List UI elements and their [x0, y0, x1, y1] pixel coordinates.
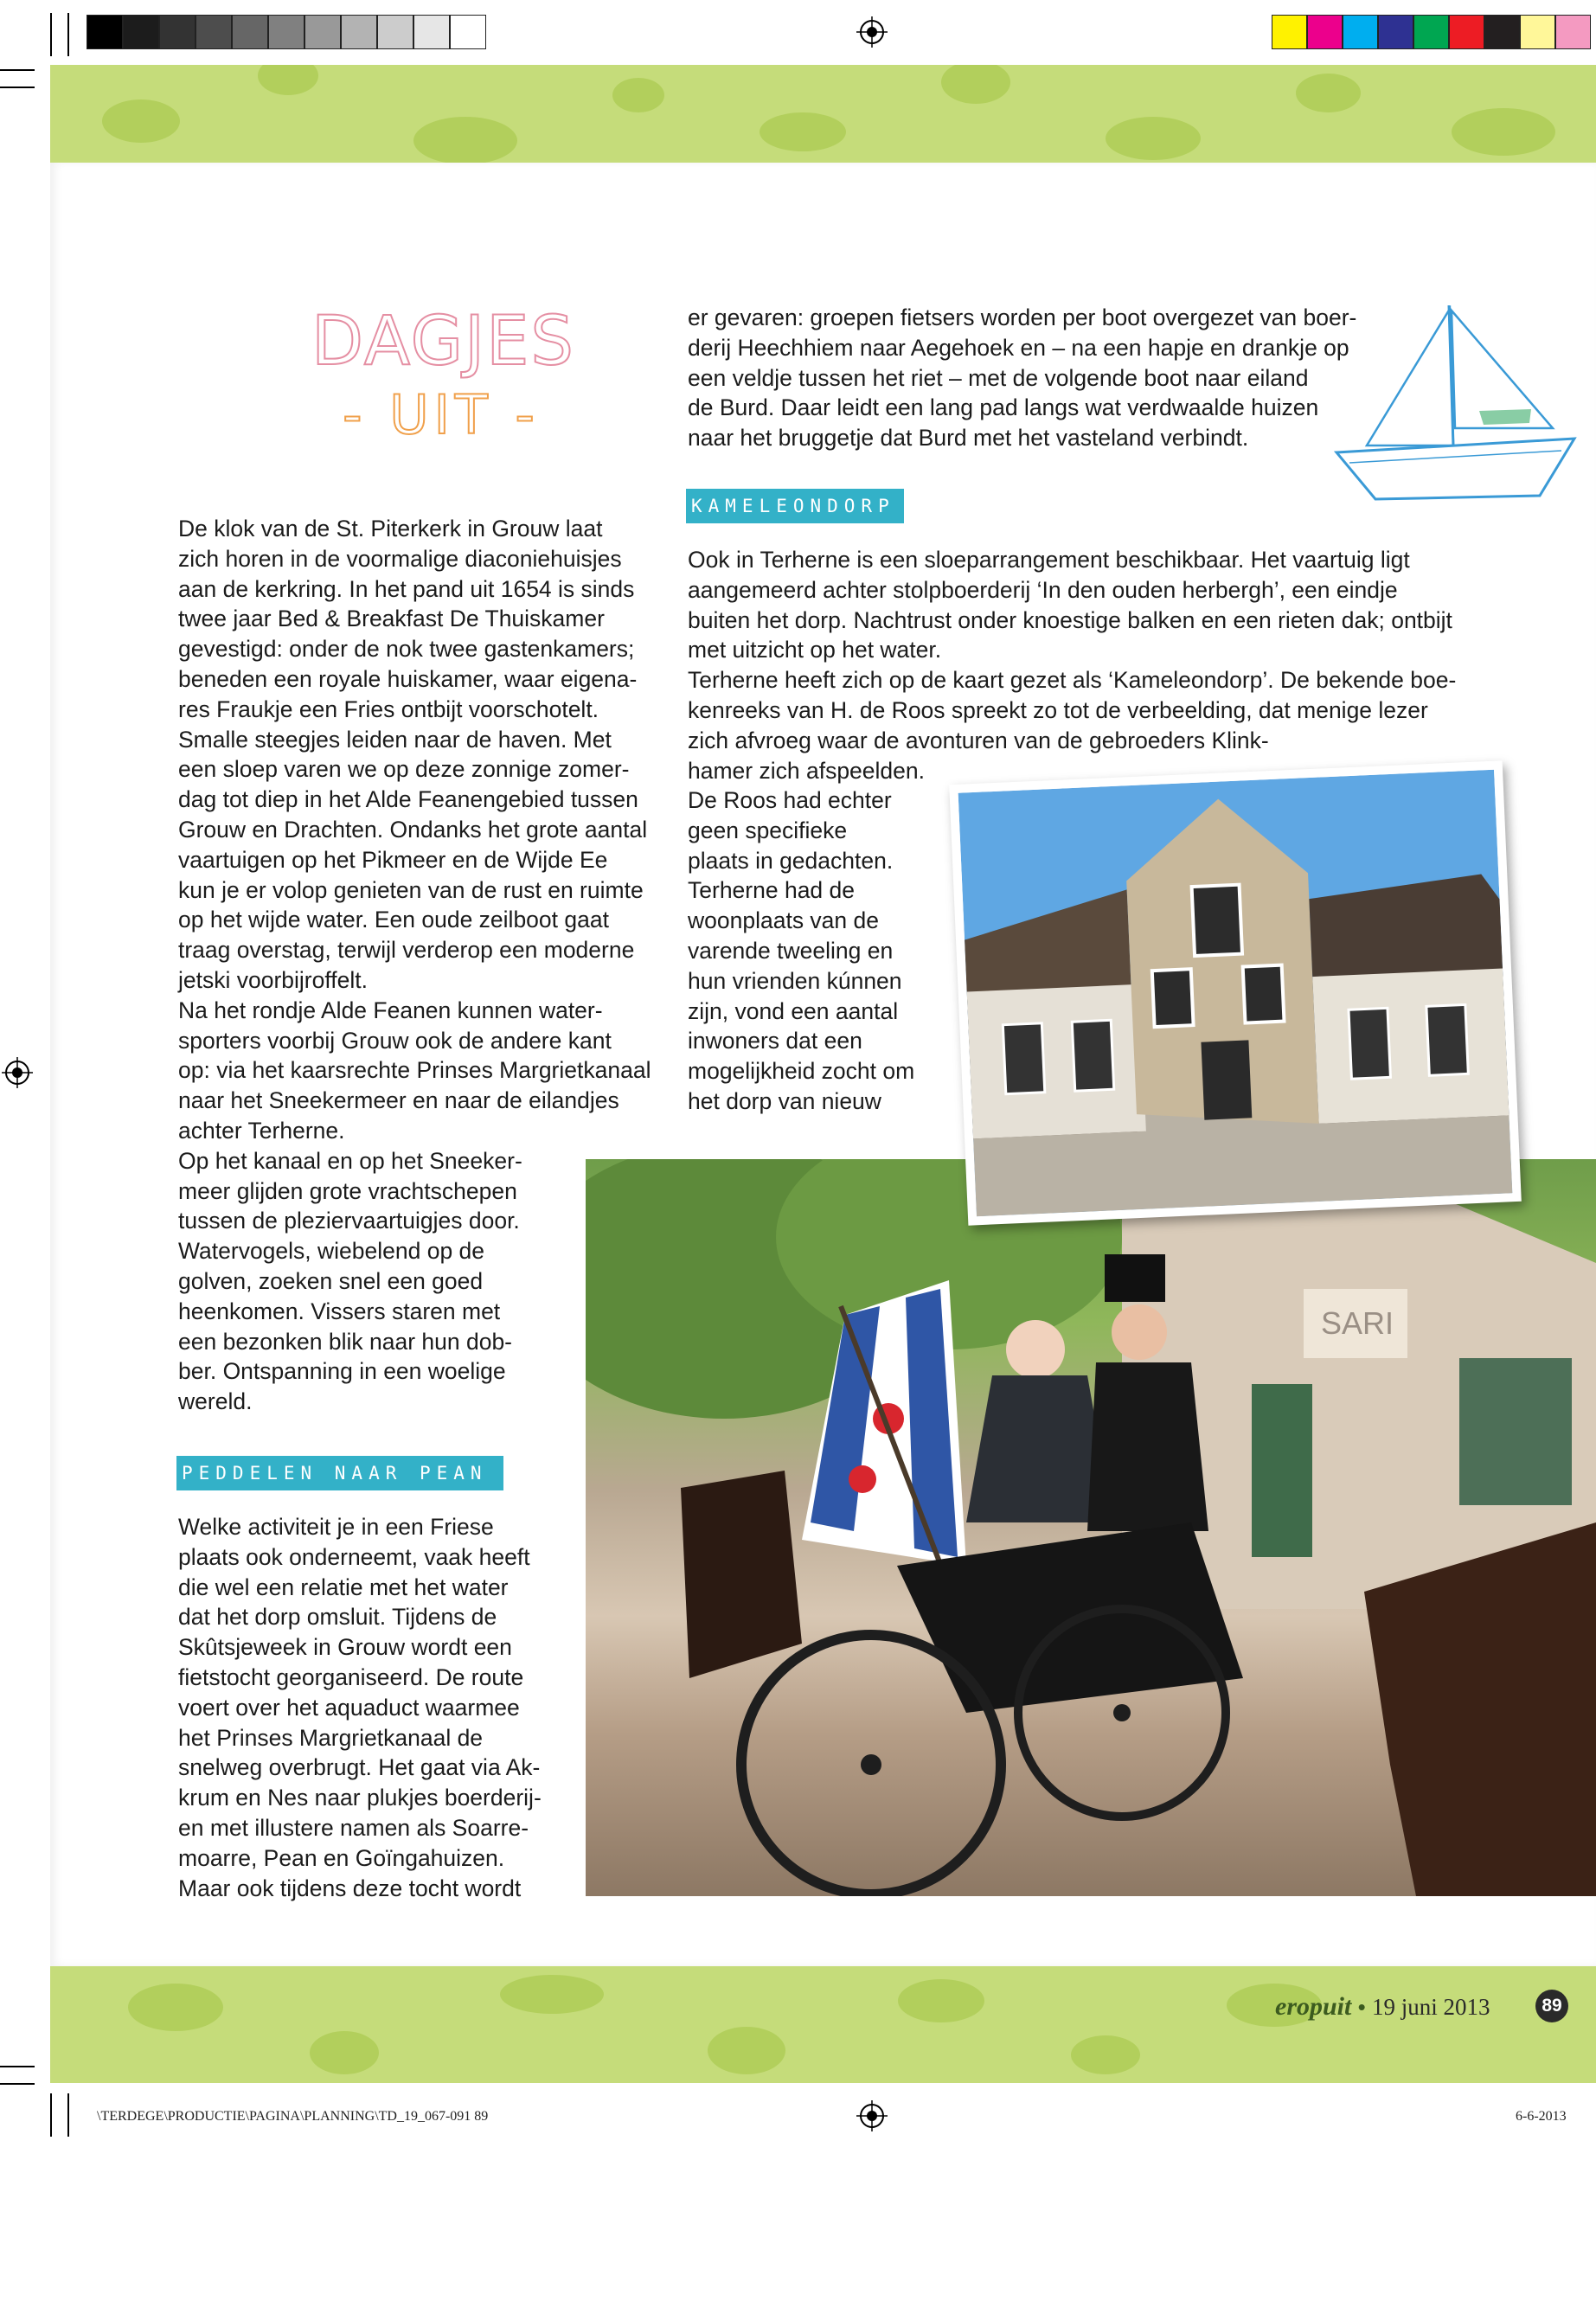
footer-bullet: •: [1357, 1994, 1366, 2020]
slug-path: \TERDEGE\PRODUCTIE\PAGINA\PLANNING\TD_19_067-091 89: [97, 2109, 489, 2124]
registration-mark-bottom: [856, 2100, 888, 2131]
photo-horse-carriage: [586, 1159, 1596, 1896]
top-green-band: [50, 65, 1596, 163]
brand-name: eropuit: [1275, 1992, 1352, 2021]
color-swatch: [1520, 15, 1555, 49]
photo-sign-text: SARI: [1321, 1305, 1394, 1341]
color-swatch: [1413, 15, 1449, 49]
logo-subtitle: - UIT -: [343, 383, 540, 446]
logo-title: DAGJES: [311, 303, 575, 381]
paragraph-terherne: Ook in Terherne is een sloeparrangement beschikbaar. Het vaartuig ligt aangemeerd achter stolpboerderij ‘In den ouden herbergh’, een eindje buiten het dorp. Nachtrust onder knoestige balken en een rieten dak; ontbijt met uitzicht op het water. Terherne heeft zich op de kaart gezet als ‘Kameleondorp’. De bekende boe- kenreeks van H. de Roos spreekt zo tot de verbeelding, dat menige lezer zich afvroeg waar de avonturen van de gebroeders Klink- hamer zich afspeelden.: [688, 547, 1457, 784]
dagjes-uit-logo: [311, 303, 575, 458]
page-number: 89: [1542, 1996, 1562, 2016]
color-swatch: [1378, 15, 1413, 49]
registration-mark-top: [856, 16, 888, 48]
color-swatch: [1307, 15, 1343, 49]
issue-date: 19 juni 2013: [1371, 1994, 1490, 2020]
bottom-green-band: [50, 1966, 1596, 2083]
page-number-badge: [1535, 1990, 1568, 2022]
paragraph-peddelen: Welke activiteit je in een Friese plaats ook onderneemt, vaak heeft die wel een relatie met het water dat het dorp omsluit. Tijdens de Skûtsjeweek in Grouw wordt een fietstocht georganiseerd. De route voert over het aquaduct waarmee het Prinses Margrietkanaal de snelweg overbrugt. Het gaat via Ak- krum en Nes naar plukjes boerderij- en met illustere namen als Soarre- moarre, Pean en Goïngahuizen. Maar ook tijdens deze tocht wordt: [178, 1514, 542, 1901]
photo-house-terherne: [949, 760, 1522, 1225]
paragraph-de-roos: De Roos had echter geen specifieke plaats in gedachten. Terherne had de woonplaats van de varende tweeling en hun vrienden kúnnen zijn, vond een aantal inwoners dat een mogelijkheid zocht om het dorp van nieuw: [688, 787, 915, 1114]
color-swatch: [1449, 15, 1484, 49]
color-swatch: [1343, 15, 1378, 49]
color-swatch: [1484, 15, 1520, 49]
registration-mark-left: [2, 1057, 33, 1088]
color-swatch: [1555, 15, 1591, 49]
section-heading-peddelen: PEDDELEN NAAR PEAN: [176, 1456, 503, 1490]
footer-brand: [1275, 1992, 1490, 2022]
color-swatch: [1272, 15, 1307, 49]
section-heading-kameleondorp: KAMELEONDORP: [686, 489, 904, 523]
paragraph-intro-right: er gevaren: groepen fietsers worden per boot overgezet van boer- derij Heechhiem naar Aegehoek en – na een hapje en drankje op een veldje tussen het riet – met de volgende boot naar eiland de Burd. Daar leidt een lang pad langs wat verdwaalde huizen naar het bruggetje dat Burd met het vasteland verbindt.: [688, 304, 1357, 452]
slug-date: 6-6-2013: [1516, 2109, 1567, 2124]
paragraph-grouw: De klok van de St. Piterkerk in Grouw laat zich horen in de voormalige diaconiehuisjes aan de kerkring. In het pand uit 1654 is sinds twee jaar Bed & Breakfast De Thuiskamer gevestigd: onder de nok twee gastenkamers; beneden een royale huiskamer, waar eigena- res Fraukje een Fries ontbijt voorschotelt. Smalle steegjes leiden naar de haven. Met een sloep varen we op deze zonnige zomer- dag tot diep in het Alde Feanengebied tussen Grouw en Drachten. Ondanks het grote aantal vaartuigen op het Pikmeer en de Wijde Ee kun je er volop genieten van de rust en ruimte op het wijde water. Een oude zeilboot gaat traag overstag, terwijl verderop een moderne jetski voorbijroffelt. Na het rondje Alde Feanen kunnen water- sporters voorbij Grouw ook de andere kant op: via het kaarsrechte Prinses Margrietkanaal naar het Sneekermeer en naar de eilandjes achter Terherne. Op het kanaal en op het Sneeker- meer glijden grote vrachtschepen tussen de pleziervaartuigjes door. Watervogels, wiebelend op de golven, zoeken snel een goed heenkomen. Vissers staren met een bezonken blik naar hun dob- ber. Ontspanning in een woelige wereld.: [178, 516, 651, 1415]
